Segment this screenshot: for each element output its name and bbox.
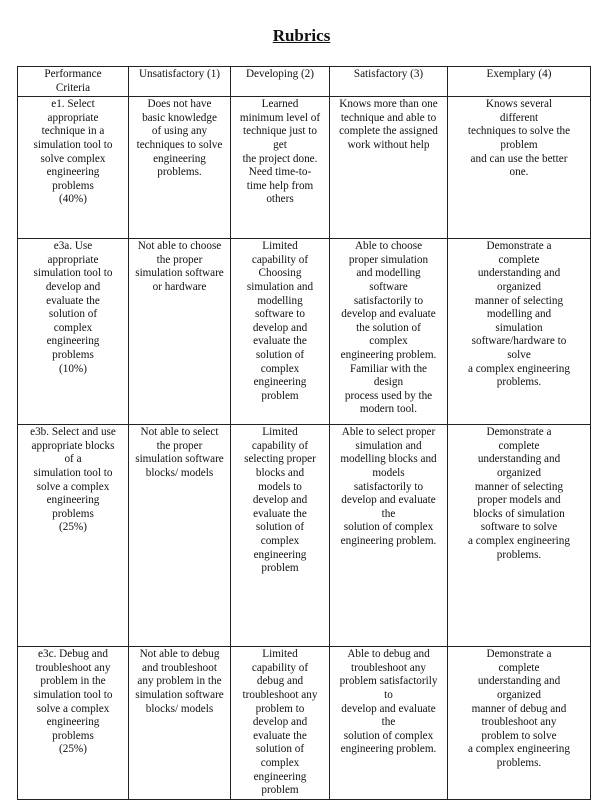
exemplary-cell: Demonstrate a complete understanding and organized manner of debug and troubleshoot any problem to solve a complex engineering problems.: [448, 647, 591, 800]
exemplary-cell: Knows several different techniques to solve the problem and can use the better one.: [448, 97, 591, 239]
rubric-table: [17, 66, 591, 800]
developing-cell: Limited capability of Choosing simulation and modelling software to develop and evaluate the solution of complex engineering problem: [231, 239, 330, 425]
unsatisfactory-cell: Does not have basic knowledge of using any techniques to solve engineering problems.: [129, 97, 231, 239]
satisfactory-cell: Able to select proper simulation and modelling blocks and models satisfactorily to develop and evaluate the solution of complex engineering problem.: [330, 425, 448, 647]
header-exemplary: Exemplary (4): [448, 67, 591, 97]
developing-cell: Learned minimum level of technique just to get the project done. Need time-to- time help from others: [231, 97, 330, 239]
header-satisfactory: Satisfactory (3): [330, 67, 448, 97]
header-developing: Developing (2): [231, 67, 330, 97]
table-row: [18, 647, 591, 800]
unsatisfactory-cell: Not able to choose the proper simulation software or hardware: [129, 239, 231, 425]
criteria-cell: e1. Select appropriate technique in a simulation tool to solve complex engineering problems (40%): [18, 97, 129, 239]
exemplary-cell: Demonstrate a complete understanding and organized manner of selecting proper models and blocks of simulation software to solve a complex engineering problems.: [448, 425, 591, 647]
table-row: [18, 239, 591, 425]
satisfactory-cell: Able to choose proper simulation and modelling software satisfactorily to develop and evaluate the solution of complex engineering problem. Familiar with the design process used by the modern tool.: [330, 239, 448, 425]
criteria-cell: e3a. Use appropriate simulation tool to develop and evaluate the solution of complex engineering problems (10%): [18, 239, 129, 425]
satisfactory-cell: Able to debug and troubleshoot any problem satisfactorily to develop and evaluate the solution of complex engineering problem.: [330, 647, 448, 800]
page-title: Rubrics: [272, 26, 331, 45]
table-row: [18, 425, 591, 647]
developing-cell: Limited capability of debug and troubleshoot any problem to develop and evaluate the solution of complex engineering problem: [231, 647, 330, 800]
unsatisfactory-cell: Not able to select the proper simulation software blocks/ models: [129, 425, 231, 647]
criteria-cell: e3c. Debug and troubleshoot any problem in the simulation tool to solve a complex engineering problems (25%): [18, 647, 129, 800]
header-unsatisfactory: Unsatisfactory (1): [129, 67, 231, 97]
exemplary-cell: Demonstrate a complete understanding and organized manner of selecting modelling and simulation software/hardware to solve a complex engineering problems.: [448, 239, 591, 425]
satisfactory-cell: Knows more than one technique and able to complete the assigned work without help: [330, 97, 448, 239]
header-criteria: Performance Criteria: [18, 67, 129, 97]
developing-cell: Limited capability of selecting proper blocks and models to develop and evaluate the solution of complex engineering problem: [231, 425, 330, 647]
criteria-cell: e3b. Select and use appropriate blocks of a simulation tool to solve a complex engineering problems (25%): [18, 425, 129, 647]
unsatisfactory-cell: Not able to debug and troubleshoot any problem in the simulation software blocks/ models: [129, 647, 231, 800]
header-row: [18, 67, 591, 97]
table-row: [18, 97, 591, 239]
